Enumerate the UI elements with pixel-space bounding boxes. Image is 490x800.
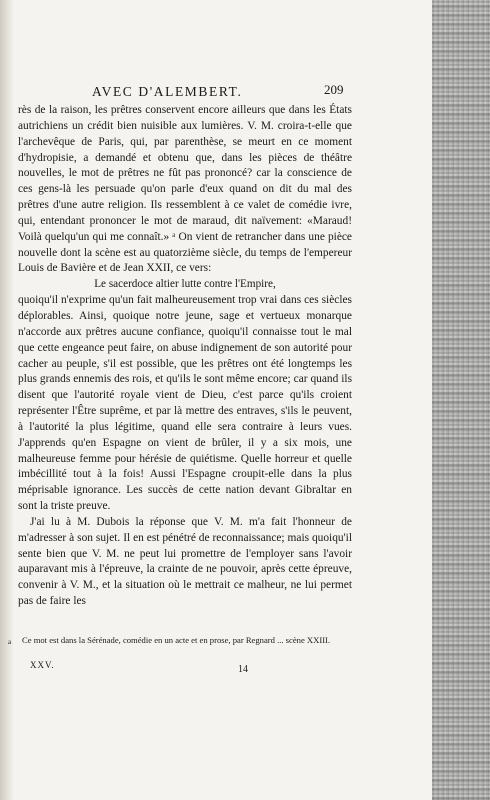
paragraph-1: rès de la raison, les prêtres conservent encore ailleurs que dans les États autrichiens un crédit bien nuisible aux lumières. V. M. croira-t-elle que l'archevêque de Paris, qui, par parenthèse, se meurt en ce moment d'hydropisie, a demandé et obtenu que, dans les pièces de théâtre nouvelles, le mot de prêtres ne fût pas prononcé? car la conscience de ces gens-là les persuade qu'on parle d'eux quand on dit du mal des prêtres d'une autre religion. Ils ressemblent à ce valet de comédie ivre, qui, entendant prononcer le mot de maraud, dit naïvement: «Maraud! Voilà quelqu'un qui me connaît.» ᵃ On vient de retrancher dans une pièce nouvelle dont la scène est au quatorzième siècle, du temps de l'empereur Louis de Bavière et de Jean XXII, ce vers: [18,104,352,275]
page-number: 209 [324,82,344,97]
footnote-marker: a [8,638,12,646]
volume-signature: XXV. [30,660,55,670]
paragraph-2: quoiqu'il n'exprime qu'un fait malheureusement trop vrai dans ces siècles déplorables. Ainsi, quoique notre jeune, sage et vertueux monarque n'accorde aux prêtres aucune confiance, quoiqu'il connaisse tout le mal que cette engeance peut faire, on abuse indignement de son autorité pour cacher au peuple, s'il est possible, que les prêtres ont été longtemps les plus grands ennemis des rois, et qu'ils le sont même encore; car quand ils disent que l'autorité royale vient de Dieu, c'est parce qu'ils croient représenter l'Être suprême, et par là mettre des entraves, s'ils le peuvent, à l'autorité la plus légitime, quand elle sera contraire à leurs vues. J'apprends qu'en Espagne on vient de brûler, il y a six mois, une malheureuse femme pour hérésie de quiétisme. Quelle horreur et quelle imbécillité tout à la fois! Aussi l'Espagne croupit-elle dans la plus méprisable ignorance. Les succès de cette nation devant Gibraltar en sont la triste preuve. [18,294,352,513]
verse-quote: Le sacerdoce altier lutte contre l'Empire, [94,278,276,291]
body-text [18,103,352,610]
sheet-signature: 14 [238,664,248,675]
footnote: Ce mot est dans la Sérénade, comédie en un acte et en prose, par Regnard ... scène XXIII. [22,635,331,645]
page-gutter-shadow [0,0,14,800]
running-head: AVEC D'ALEMBERT. [92,84,243,99]
paragraph-3: J'ai lu à M. Dubois la réponse que V. M. m'a fait l'honneur de m'adresser à son sujet. Il en est pénétré de reconnaissance; mais quoiqu'il sente bien que V. M. ne peut lui promettre de l'employer sans l'avoir auparavant mis à l'épreuve, la crainte de ne pouvoir, après cette épreuve, convenir à V. M., et la situation où le mettrait ce malheur, ne lui permet pas de faire les [18,515,352,608]
scan-edge-noise [432,0,490,800]
